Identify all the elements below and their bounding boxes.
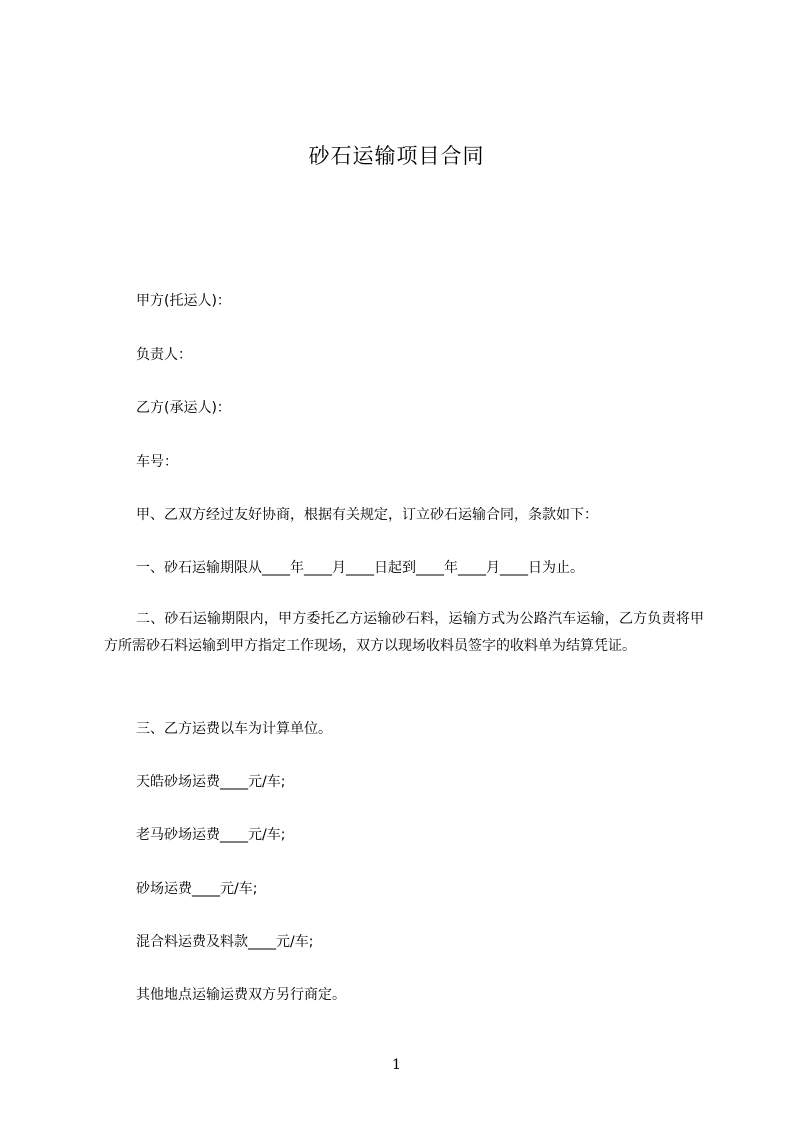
document-title: 砂石运输项目合同 — [308, 144, 485, 168]
party-b-line: 乙方(承运人)： — [136, 400, 231, 416]
fee-laoma-line: 老马砂场运费____元/车; — [136, 827, 286, 843]
clause-2: 二、砂石运输期限内，甲方委托乙方运输砂石料，运输方式为公路汽车运输，乙方负责将甲方所需砂石料运输到甲方指定工作现场，双方以现场收料员签字的收料单为结算凭证。 — [104, 611, 704, 654]
fee-tianhao-line: 天皓砂场运费____元/车; — [136, 774, 286, 790]
party-a-line: 甲方(托运人)： — [136, 293, 231, 309]
fee-mixed-line: 混合料运费及料款____元/车; — [136, 934, 314, 950]
fee-other-line: 其他地点运输运费双方另行商定。 — [136, 987, 346, 1003]
vehicle-number-line: 车号： — [136, 454, 178, 470]
person-in-charge-line: 负责人： — [136, 347, 192, 363]
clause-1: 一、砂石运输期限从____年____月____日起到____年____月____日为止。 — [136, 560, 584, 576]
clause-3: 三、乙方运费以车为计算单位。 — [136, 721, 332, 737]
fee-sand-line: 砂场运费____元/车; — [136, 881, 258, 897]
intro-paragraph: 甲、乙双方经过友好协商，根据有关规定，订立砂石运输合同，条款如下： — [136, 507, 598, 523]
page-number: 1 — [392, 1057, 401, 1073]
